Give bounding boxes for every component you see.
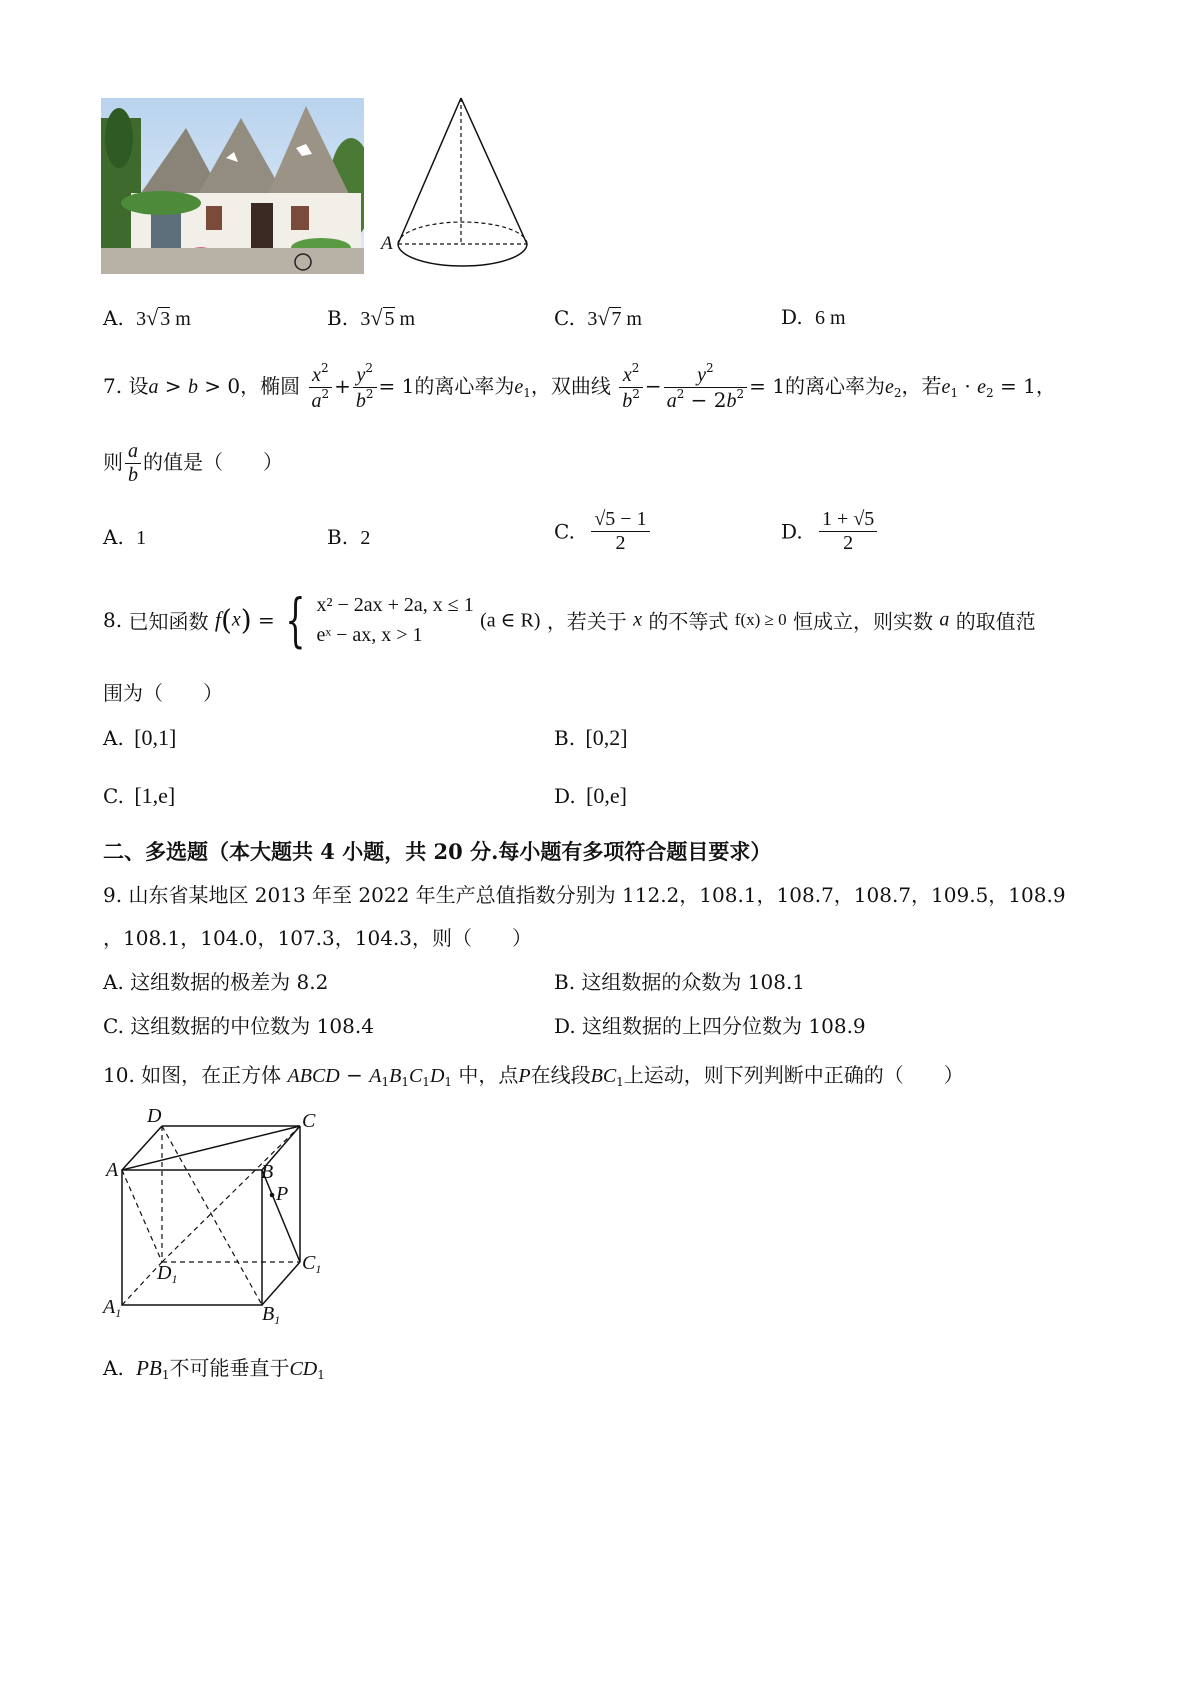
q8-option-d[interactable]: D. [0,e]	[554, 783, 627, 808]
q8-option-b[interactable]: B. [0,2]	[554, 725, 628, 750]
q9-option-c[interactable]: C. 这组数据的中位数为 108.4	[103, 1014, 374, 1038]
q9-option-a[interactable]: A. 这组数据的极差为 8.2	[103, 970, 329, 994]
q8-option-c[interactable]: C. [1,e]	[103, 783, 176, 808]
cube-figure	[100, 1100, 340, 1330]
cube-label-c: C	[302, 1110, 316, 1132]
q6-option-c[interactable]: C. 3√ 7 m	[554, 305, 642, 330]
cube-label-a: A	[106, 1159, 119, 1181]
q7-option-a[interactable]: A. 1	[103, 525, 147, 549]
q8-line1: 8. 已知函数 f(x) = { x² − 2ax + 2a, x ≤ 1 eˣ − ax, x > 1 (a ∈ R) ，若关于 x 的不等式 f(x) ≥ 0 恒成立，则实数 a 的取值范	[103, 586, 1036, 654]
q9-line1: 9. 山东省某地区 2013 年至 2022 年生产总值指数分别为 112.2，108.1，108.7，108.7，109.5，108.9	[103, 883, 1066, 907]
cone-figure	[378, 92, 538, 282]
q6-option-d[interactable]: D. 6 m	[781, 305, 846, 329]
q7-line2: 则 $\frac{a}{b}$ 的值是（ ）	[103, 440, 283, 486]
q6-option-a[interactable]: A. 3√ 3 m	[103, 305, 191, 330]
cube-label-a1: $A_1$	[103, 1296, 122, 1320]
q7-option-d[interactable]: D. $\frac{1 + √5}{2}$	[781, 508, 879, 555]
q10-line1: 10. 如图，在正方体 ABCD − $A_1B_1C_1D_1$ 中，点P在线段$BC_1$上运动，则下列判断中正确的（ ）	[103, 1063, 964, 1089]
q10-option-a[interactable]: A. $PB_1$不可能垂直于$CD_1$	[103, 1356, 325, 1382]
q7-option-b[interactable]: B. 2	[327, 525, 371, 549]
q7-line1: 7. 设a > b > 0，椭圆 $\frac{x^2}{a^2}$ + $\frac{y^2}{b^2}$ = 1的离心率为$e_1$，双曲线 $\frac{x^2}{b^2}$ − $\frac{y^2}{a^2 - 2b^2}$ = 1的离心率为$e_2$，若$e_1 \cdot e_2 = 1$，	[103, 361, 1056, 412]
cube-label-b1: $B_1$	[262, 1303, 281, 1327]
q8-option-a[interactable]: A. [0,1]	[103, 725, 177, 750]
section-heading-multi: 二、多选题（本大题共 4 小题，共 20 分.每小题有多项符合题目要求）	[103, 839, 772, 864]
cube-label-d: D	[147, 1105, 162, 1127]
q9-line2: ，108.1，104.0，107.3，104.3，则（ ）	[103, 926, 533, 950]
cube-label-c1: $C_1$	[302, 1252, 322, 1276]
cone-label-a: A	[381, 233, 393, 254]
cube-label-b: B	[261, 1161, 274, 1183]
q9-option-b[interactable]: B. 这组数据的众数为 108.1	[554, 970, 806, 994]
q6-option-b[interactable]: B. 3√ 5 m	[327, 305, 416, 330]
q7-option-c[interactable]: C. $\frac{√5 - 1}{2}$	[554, 508, 652, 555]
q9-option-d[interactable]: D. 这组数据的上四分位数为 108.9	[554, 1014, 866, 1038]
village-photo	[101, 98, 364, 274]
cube-label-d1: $D_1$	[157, 1262, 178, 1286]
q8-line2: 围为（ ）	[103, 681, 223, 705]
cube-label-p: P	[276, 1183, 289, 1205]
